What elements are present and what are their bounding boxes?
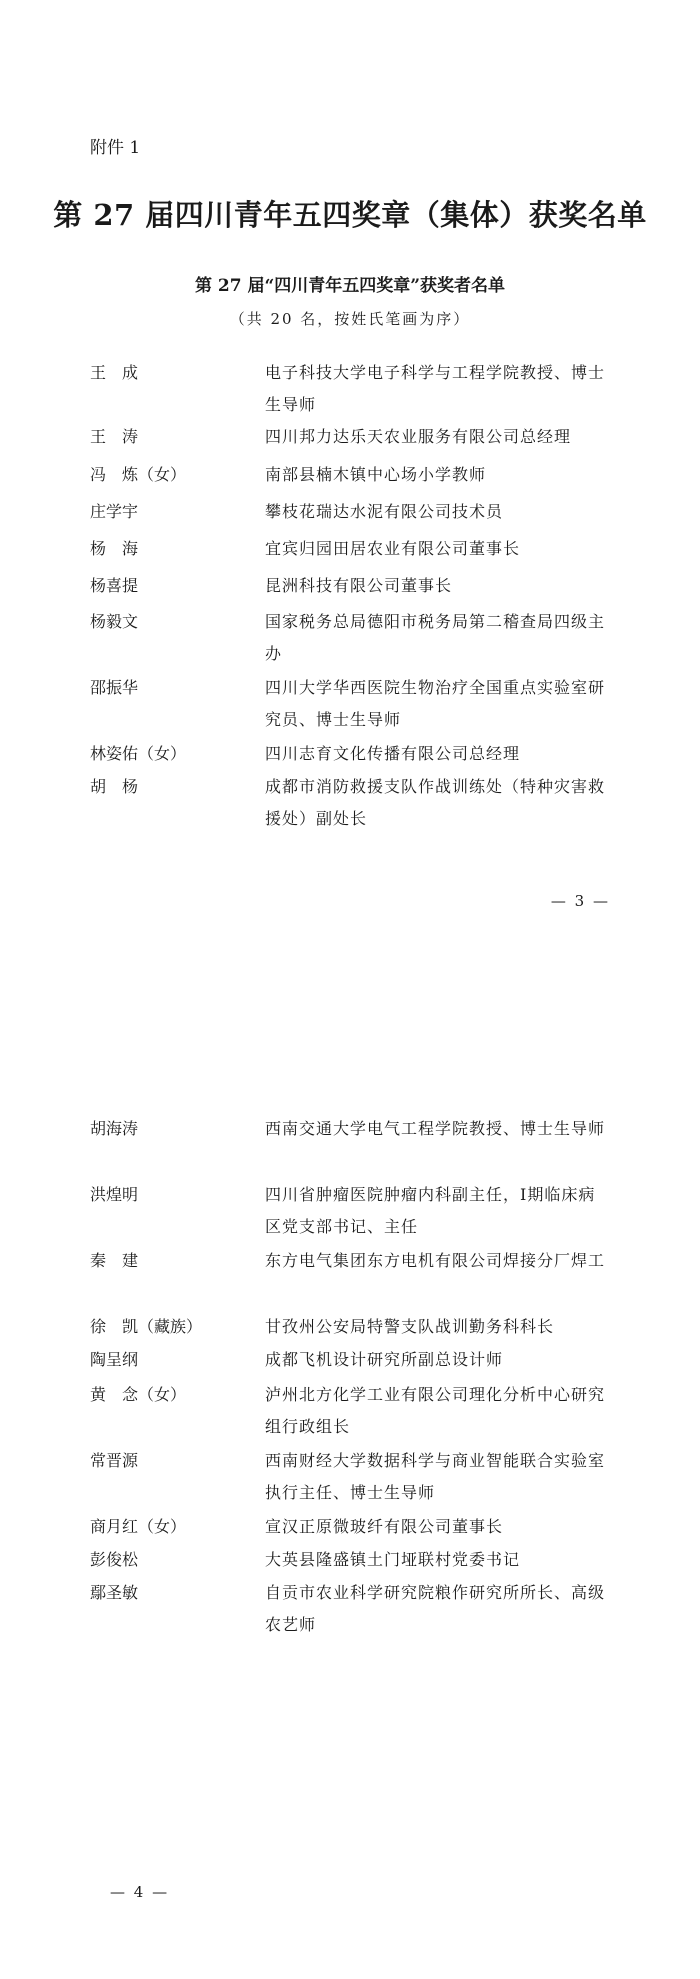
page-number: — 4 — bbox=[110, 1883, 170, 1901]
page-number: — 3 — bbox=[550, 892, 610, 910]
awardee-name: 王 涛 bbox=[90, 427, 139, 446]
awardee-name: 徐 凯（藏族） bbox=[90, 1317, 203, 1336]
awardee-name: 杨毅文 bbox=[90, 612, 139, 631]
awardee-name: 胡 杨 bbox=[90, 777, 139, 796]
list-subtitle: 第 27 届“四川青年五四奖章”获奖者名单 bbox=[194, 276, 506, 296]
attachment-label: 附件 1 bbox=[90, 138, 141, 158]
awardee-name: 鄢圣敏 bbox=[90, 1583, 139, 1602]
awardee-name: 杨 海 bbox=[90, 539, 139, 558]
awardee-name: 庄学宇 bbox=[90, 502, 139, 521]
awardee-name: 洪煌明 bbox=[90, 1185, 139, 1204]
awardee-description: 攀枝花瑞达水泥有限公司技术员 bbox=[265, 502, 504, 521]
awardee-description: 西南交通大学电气工程学院教授、博士生导师 bbox=[265, 1119, 606, 1138]
awardee-description: 四川省肿瘤医院肿瘤内科副主任，Ⅰ期临床病区党支部书记、主任 bbox=[265, 1185, 596, 1236]
awardee-name: 胡海涛 bbox=[90, 1119, 139, 1138]
awardee-name: 王 成 bbox=[90, 363, 139, 382]
awardee-description: 电子科技大学电子科学与工程学院教授、博士生导师 bbox=[265, 363, 606, 414]
document-page-3 bbox=[0, 0, 700, 960]
awardee-description: 国家税务总局德阳市税务局第二稽查局四级主办 bbox=[265, 612, 606, 663]
awardee-name: 商月红（女） bbox=[90, 1517, 187, 1536]
awardee-description: 宜宾归园田居农业有限公司董事长 bbox=[265, 539, 521, 558]
list-note: （共 20 名，按姓氏笔画为序） bbox=[229, 310, 471, 328]
awardee-description: 四川大学华西医院生物治疗全国重点实验室研究员、博士生导师 bbox=[265, 678, 606, 729]
awardee-name: 杨喜提 bbox=[90, 576, 139, 595]
awardee-description: 自贡市农业科学研究院粮作研究所所长、高级农艺师 bbox=[265, 1583, 606, 1634]
awardee-description: 南部县楠木镇中心场小学教师 bbox=[265, 465, 487, 484]
awardee-description: 四川志育文化传播有限公司总经理 bbox=[265, 744, 521, 763]
awardee-name: 常晋源 bbox=[90, 1451, 139, 1470]
awardee-name: 彭俊松 bbox=[90, 1550, 139, 1569]
awardee-description: 西南财经大学数据科学与商业智能联合实验室执行主任、博士生导师 bbox=[265, 1451, 606, 1502]
awardee-name: 邵振华 bbox=[90, 678, 139, 697]
awardee-description: 甘孜州公安局特警支队战训勤务科科长 bbox=[265, 1317, 555, 1336]
awardee-description: 昆洲科技有限公司董事长 bbox=[265, 576, 453, 595]
awardee-description: 成都飞机设计研究所副总设计师 bbox=[265, 1350, 504, 1369]
awardee-name: 林姿佑（女） bbox=[90, 744, 187, 763]
document-page-4 bbox=[0, 960, 700, 1979]
document-title: 第 27 届四川青年五四奖章（集体）获奖名单 bbox=[53, 198, 647, 232]
awardee-description: 宣汉正原微玻纤有限公司董事长 bbox=[265, 1517, 504, 1536]
awardee-description: 成都市消防救援支队作战训练处（特种灾害救援处）副处长 bbox=[265, 777, 606, 828]
awardee-name: 秦 建 bbox=[90, 1251, 139, 1270]
awardee-name: 陶呈纲 bbox=[90, 1350, 139, 1369]
awardee-name: 黄 念（女） bbox=[90, 1385, 187, 1404]
awardee-name: 冯 炼（女） bbox=[90, 465, 187, 484]
awardee-description: 四川邦力达乐天农业服务有限公司总经理 bbox=[265, 427, 572, 446]
awardee-description: 大英县隆盛镇土门垭联村党委书记 bbox=[265, 1550, 521, 1569]
awardee-description: 东方电气集团东方电机有限公司焊接分厂焊工 bbox=[265, 1251, 606, 1270]
awardee-description: 泸州北方化学工业有限公司理化分析中心研究组行政组长 bbox=[265, 1385, 606, 1436]
